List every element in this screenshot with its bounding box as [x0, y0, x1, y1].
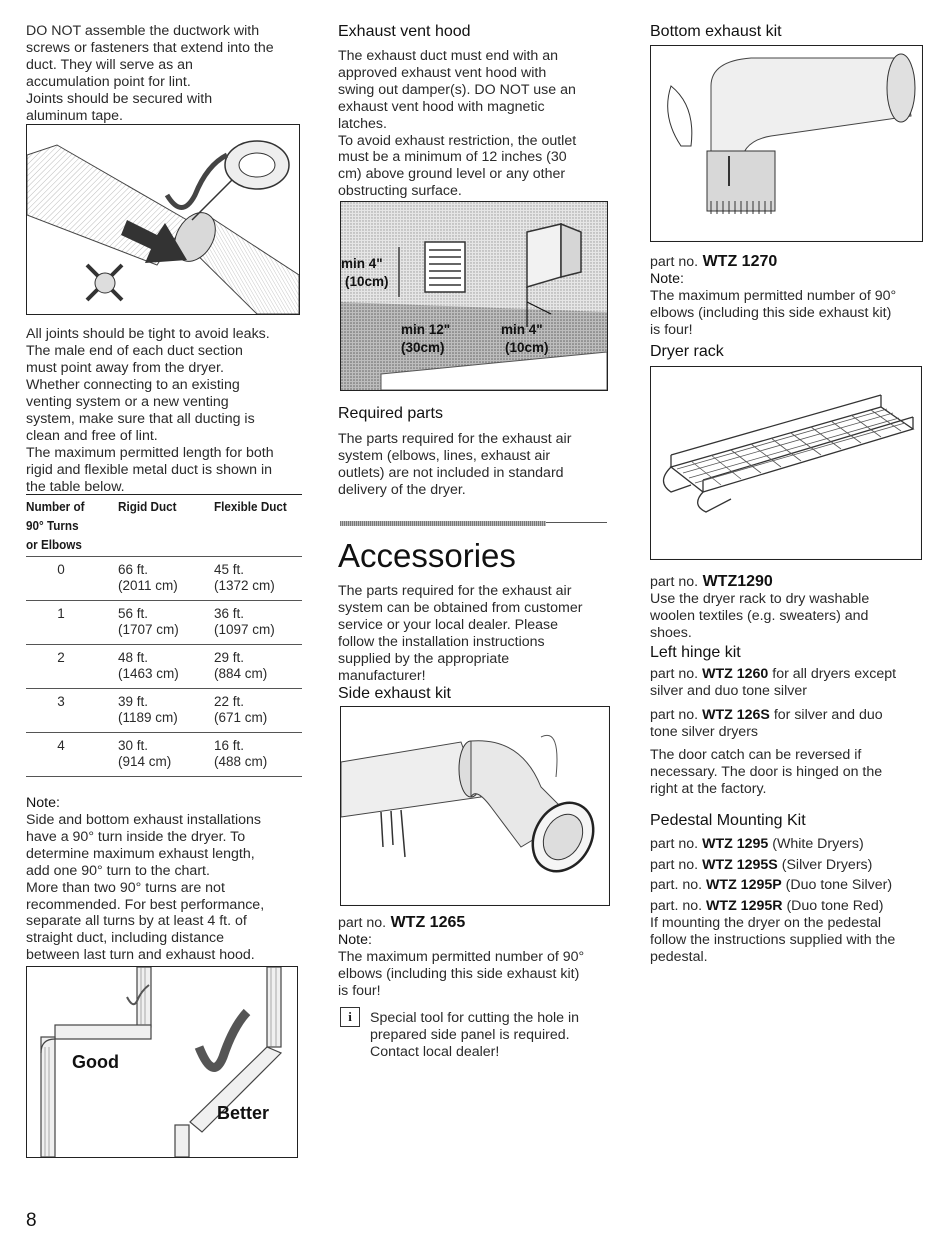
- note-label: Note:: [650, 271, 684, 287]
- text-line: straight duct, including distance: [26, 930, 224, 947]
- flex-ft: 16 ft.: [214, 738, 245, 753]
- text-line: The maximum permitted number of 90°: [338, 949, 585, 965]
- text-line: the table below.: [26, 478, 125, 495]
- text-line: delivery of the dryer.: [338, 481, 466, 498]
- rack-part-number: [650, 573, 773, 591]
- header-turns: [26, 495, 109, 557]
- cell-turns: 4: [26, 733, 118, 777]
- pedestal-paragraph: [650, 915, 895, 966]
- cell-flexible: [214, 601, 302, 645]
- table-row: [26, 557, 302, 601]
- text-line: manufacturer!: [338, 667, 426, 684]
- text-line: DO NOT assemble the ductwork with: [26, 23, 260, 39]
- rigid-ft: 39 ft.: [118, 694, 149, 709]
- text-line: between last turn and exhaust hood.: [26, 947, 255, 964]
- text-line: The parts required for the exhaust air: [338, 583, 572, 599]
- text-line: separate all turns by at least 4 ft. of: [26, 913, 247, 930]
- text-line: The male end of each duct section: [26, 342, 243, 359]
- joints-paragraph: [26, 326, 270, 377]
- text-line: system can be obtained from customer: [338, 599, 583, 616]
- part-number: WTZ 1295R: [706, 897, 783, 914]
- part-number: WTZ 126S: [702, 707, 770, 723]
- part-desc: (Silver Dryers): [777, 856, 873, 873]
- text-line: supplied by the appropriate: [338, 650, 510, 667]
- bottom-part-number: [650, 253, 777, 271]
- part-prefix: part no.: [650, 707, 699, 723]
- text-line: accumulation point for lint.: [26, 73, 191, 90]
- text-line: Joints should be secured with: [26, 90, 213, 107]
- better-label: Better: [217, 1103, 270, 1123]
- cell-flexible: [214, 689, 302, 733]
- part-prefix: part. no.: [650, 897, 703, 914]
- text-line: service or your local dealer. Please: [338, 616, 559, 633]
- text-line: elbows (including this side exhaust kit): [338, 965, 580, 982]
- cell-turns: 2: [26, 645, 118, 689]
- text-line: The door catch can be reversed if: [650, 747, 862, 763]
- vent-hood-clearance-illustration: [340, 201, 608, 391]
- text-line: system, make sure that all ducting is: [26, 410, 255, 427]
- dim-label: min 12": [401, 322, 451, 337]
- pedestal-mounting-kit-heading: Pedestal Mounting Kit: [650, 812, 806, 829]
- part-prefix: part no.: [650, 254, 699, 270]
- text-line: All joints should be tight to avoid leaks.: [26, 326, 270, 342]
- text-line: is four!: [338, 982, 381, 999]
- text-line: determine maximum exhaust length,: [26, 845, 255, 862]
- text-line: Contact local dealer!: [370, 1043, 500, 1060]
- table-row: [26, 733, 302, 777]
- cell-turns: 3: [26, 689, 118, 733]
- flex-cm: (1097 cm): [214, 622, 275, 637]
- exhaust-vent-hood-heading: Exhaust vent hood: [338, 23, 471, 40]
- text-line: outlets) are not included in standard: [338, 464, 564, 481]
- text-line: The exhaust duct must end with an: [338, 48, 559, 64]
- text-line: follow the instructions supplied with the: [650, 931, 896, 948]
- flex-cm: (1372 cm): [214, 578, 275, 593]
- text-line: must be a minimum of 12 inches (30: [338, 149, 567, 166]
- part-number: WTZ 1295S: [702, 856, 778, 873]
- text-line: cm) above ground level or any other: [338, 166, 566, 183]
- text-line: shoes.: [650, 624, 692, 641]
- text-line: The maximum permitted length for both: [26, 445, 274, 461]
- cell-flexible: [214, 733, 302, 777]
- text-line: duct. They will serve as an: [26, 56, 193, 73]
- pedestal-item: [650, 896, 926, 917]
- flex-cm: (488 cm): [214, 754, 268, 769]
- hinge-item-1: [650, 666, 926, 700]
- text-line: system (elbows, lines, exhaust air: [338, 447, 551, 464]
- text-line: is four!: [650, 321, 693, 338]
- info-icon: i: [340, 1007, 360, 1027]
- cell-rigid: [118, 557, 214, 601]
- side-part-number: [338, 914, 465, 932]
- header-line: Number of: [26, 499, 85, 514]
- text-line: swing out damper(s). DO NOT use an: [338, 81, 576, 98]
- part-number: WTZ1290: [702, 573, 773, 590]
- cell-flexible: [214, 557, 302, 601]
- required-parts-heading: Required parts: [338, 405, 443, 422]
- part-prefix: part no.: [650, 856, 699, 873]
- rigid-ft: 66 ft.: [118, 562, 149, 577]
- header-line: or Elbows: [26, 537, 82, 552]
- dim-label: (10cm): [505, 340, 549, 355]
- cell-rigid: [118, 689, 214, 733]
- text-line: To avoid exhaust restriction, the outlet: [338, 132, 577, 149]
- page-number: 8: [26, 1210, 37, 1231]
- text-line: recommended. For best performance,: [26, 896, 265, 913]
- text-line: tone silver dryers: [650, 723, 759, 740]
- part-desc: (Duo tone Silver): [781, 877, 893, 893]
- flex-ft: 36 ft.: [214, 606, 245, 621]
- cell-turns: 1: [26, 601, 118, 645]
- part-prefix: part no.: [650, 574, 699, 590]
- text-line: Whether connecting to an existing: [26, 377, 240, 393]
- rigid-cm: (914 cm): [118, 754, 172, 769]
- part-prefix: part no.: [650, 666, 699, 682]
- table-header-row: [26, 495, 302, 557]
- special-tool-text: [370, 1010, 610, 1061]
- bottom-exhaust-kit-heading: Bottom exhaust kit: [650, 23, 782, 40]
- cell-rigid: [118, 733, 214, 777]
- text-line: Special tool for cutting the hole in: [370, 1010, 580, 1026]
- text-line: silver and duo tone silver: [650, 682, 807, 699]
- text-line: necessary. The door is hinged on the: [650, 763, 883, 780]
- text-line: screws or fasteners that extend into the: [26, 39, 274, 56]
- part-number: WTZ 1295P: [706, 877, 782, 893]
- rack-paragraph: [650, 591, 869, 642]
- door-paragraph: [650, 747, 882, 798]
- accessories-heading: Accessories: [338, 537, 516, 574]
- rigid-ft: 56 ft.: [118, 606, 149, 621]
- flex-cm: (671 cm): [214, 710, 268, 725]
- text-line: elbows (including this side exhaust kit): [650, 304, 892, 321]
- text-line: venting system or a new venting: [26, 393, 229, 410]
- part-number: WTZ 1265: [390, 914, 466, 931]
- dryer-rack-illustration: [650, 366, 922, 560]
- text-line: [650, 666, 926, 683]
- intro-paragraph: [26, 23, 274, 124]
- part-number: WTZ 1260: [702, 666, 769, 682]
- accessories-paragraph: [338, 583, 582, 684]
- text-line: rigid and flexible metal duct is shown in: [26, 461, 273, 478]
- note-label: Note:: [338, 932, 372, 948]
- text-line: woolen textiles (e.g. sweaters) and: [650, 607, 869, 624]
- table-row: [26, 689, 302, 733]
- table-row: [26, 601, 302, 645]
- flex-ft: 22 ft.: [214, 694, 245, 709]
- cell-turns: 0: [26, 557, 118, 601]
- text-line: If mounting the dryer on the pedestal: [650, 915, 882, 931]
- connect-paragraph: [26, 377, 255, 445]
- flex-ft: 29 ft.: [214, 650, 245, 665]
- text-line: exhaust vent hood with magnetic: [338, 98, 545, 115]
- note-block: [26, 795, 264, 964]
- text-line: [650, 707, 926, 724]
- good-label: Good: [72, 1052, 119, 1072]
- pedestal-item: [650, 834, 926, 855]
- text-line: Use the dryer rack to dry washable: [650, 591, 870, 607]
- exhaust-paragraph: [338, 48, 576, 200]
- rigid-cm: (1707 cm): [118, 622, 179, 637]
- text-line: have a 90° turn inside the dryer. To: [26, 828, 246, 845]
- dim-label: min 4": [341, 256, 383, 271]
- text-line: More than two 90° turns are not: [26, 879, 225, 896]
- pedestal-list: [650, 834, 926, 916]
- part-prefix: part no.: [338, 915, 387, 931]
- text-line: latches.: [338, 115, 387, 132]
- part-desc: for silver and duo: [769, 707, 883, 723]
- text-line: Side and bottom exhaust installations: [26, 812, 262, 828]
- text-line: aluminum tape.: [26, 107, 123, 124]
- left-hinge-kit-heading: Left hinge kit: [650, 644, 741, 661]
- header-rigid: Rigid Duct: [118, 499, 177, 514]
- cell-rigid: [118, 601, 214, 645]
- part-desc: for all dryers except: [768, 666, 897, 682]
- rigid-cm: (1463 cm): [118, 666, 179, 681]
- duct-length-table: [26, 495, 302, 777]
- part-number: WTZ 1295: [702, 836, 769, 852]
- header-flexible: Flexible Duct: [214, 499, 287, 514]
- dim-label: (30cm): [401, 340, 445, 355]
- pedestal-item: [650, 875, 926, 896]
- text-line: obstructing surface.: [338, 183, 462, 200]
- side-exhaust-kit-illustration: [340, 706, 610, 906]
- text-line: right at the factory.: [650, 780, 767, 797]
- part-prefix: part. no.: [650, 877, 703, 893]
- required-paragraph: [338, 431, 571, 499]
- text-line: must point away from the dryer.: [26, 359, 224, 376]
- good-better-ducting-illustration: [26, 966, 298, 1158]
- part-number: WTZ 1270: [702, 253, 778, 270]
- note-label: Note:: [26, 795, 60, 811]
- flex-ft: 45 ft.: [214, 562, 245, 577]
- duct-length-table-wrap: [26, 494, 302, 777]
- text-line: approved exhaust vent hood with: [338, 64, 547, 81]
- text-line: pedestal.: [650, 948, 708, 965]
- rigid-cm: (1189 cm): [118, 710, 178, 725]
- text-line: add one 90° turn to the chart.: [26, 862, 210, 879]
- header-line: 90° Turns: [26, 518, 79, 533]
- hinge-item-2: [650, 707, 926, 741]
- cell-flexible: [214, 645, 302, 689]
- part-prefix: part no.: [650, 836, 699, 852]
- part-desc: (Duo tone Red): [782, 897, 884, 914]
- part-desc: (White Dryers): [768, 836, 864, 852]
- bottom-exhaust-kit-illustration: [650, 45, 923, 242]
- table-row: [26, 645, 302, 689]
- dim-label: min 4": [501, 322, 543, 337]
- dryer-rack-heading: Dryer rack: [650, 343, 724, 360]
- flex-cm: (884 cm): [214, 666, 268, 681]
- dim-label: (10cm): [345, 274, 389, 289]
- text-line: The parts required for the exhaust air: [338, 431, 572, 447]
- side-exhaust-kit-heading: Side exhaust kit: [338, 685, 451, 702]
- side-note: [338, 932, 584, 1000]
- duct-tape-illustration: [26, 124, 300, 315]
- rigid-cm: (2011 cm): [118, 578, 178, 593]
- rigid-ft: 48 ft.: [118, 650, 149, 665]
- text-line: prepared side panel is required.: [370, 1026, 570, 1043]
- section-divider-line: [546, 522, 607, 523]
- cell-rigid: [118, 645, 214, 689]
- text-line: The maximum permitted number of 90°: [650, 288, 897, 304]
- section-divider: [340, 521, 546, 526]
- text-line: follow the installation instructions: [338, 633, 545, 650]
- text-line: clean and free of lint.: [26, 427, 158, 444]
- rigid-ft: 30 ft.: [118, 738, 149, 753]
- bottom-note: [650, 271, 896, 339]
- pedestal-item: [650, 855, 926, 876]
- maxlen-paragraph: [26, 445, 274, 496]
